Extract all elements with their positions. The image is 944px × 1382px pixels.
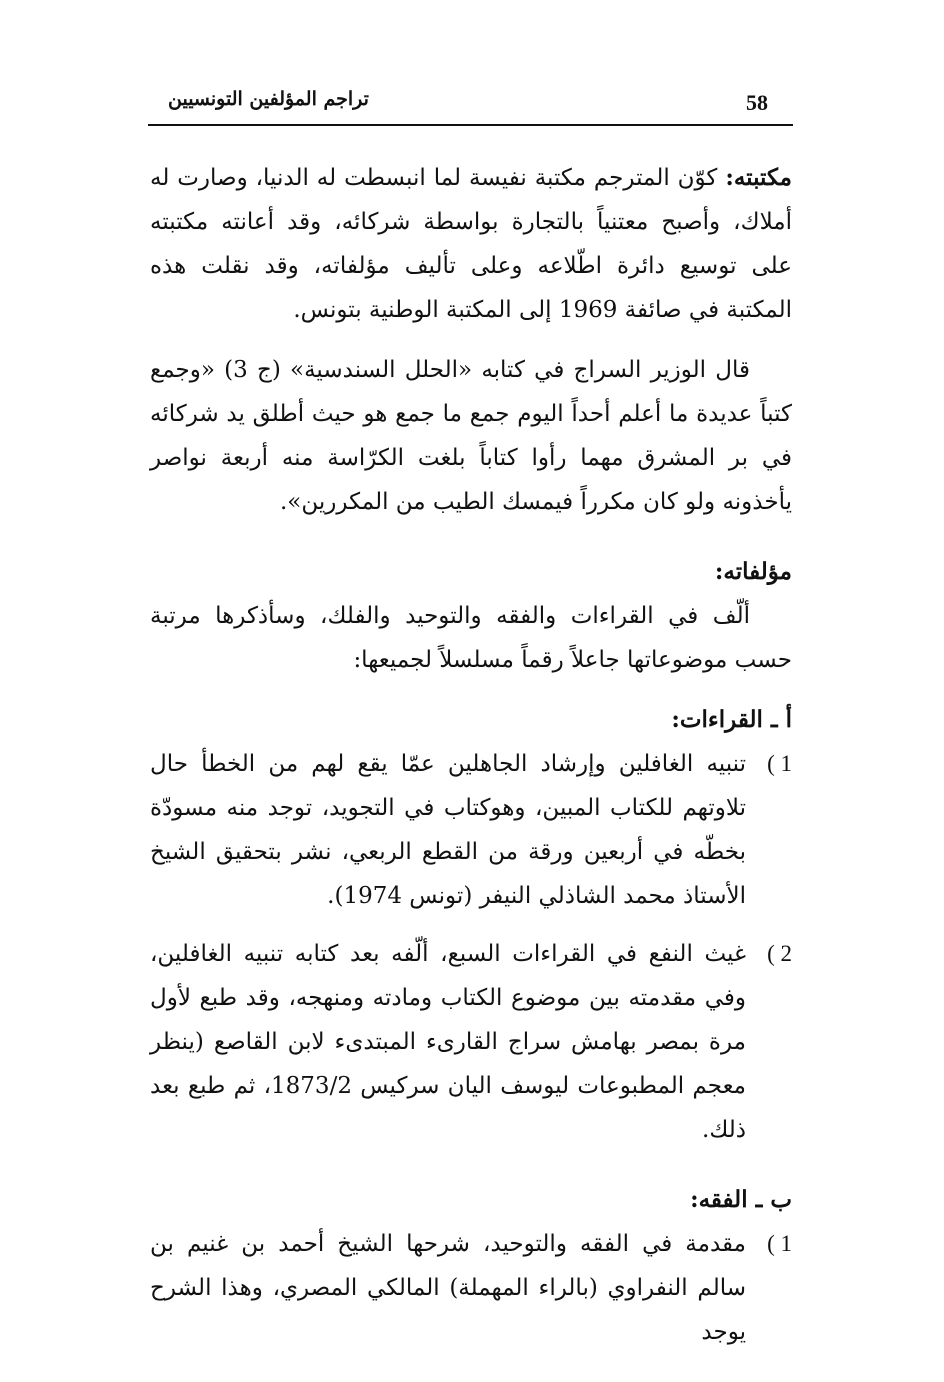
library-lead: مكتبته:	[725, 164, 792, 191]
list-item	[150, 932, 792, 1152]
quote-paragraph: قال الوزير السراج في كتابه «الحلل السندسية» (ج 3) «وجمع كتباً عديدة ما أعلم أحداً اليوم جمع ما جمع هو حيث أطلق يد شركائه في بر المشرق مهما رأوا كتاباً بلغت الكرّاسة منه أربعة نواصر يأخذونه ولو كان مكرراً فيمسك الطيب من المكررين».	[150, 357, 792, 515]
running-title: تراجم المؤلفين التونسيين	[168, 88, 369, 110]
body-text	[150, 156, 792, 1354]
list-item-number: 1 )	[767, 751, 792, 776]
library-text: كوّن المترجم مكتبة نفيسة لما انبسطت له الدنيا، وصارت له أملاك، وأصبح معتنياً بالتجارة بواسطة شركائه، وقد أعانته مكتبته على توسيع دائرة اطّلاعه وعلى تأليف مؤلفاته، وقد نقلت هذه المكتبة في صائفة 1969 إلى المكتبة الوطنية بتونس.	[150, 165, 792, 323]
works-heading: مؤلفاته:	[714, 558, 792, 585]
library-paragraph	[150, 156, 792, 332]
page-number: 58	[746, 90, 768, 115]
list-item-text: غيث النفع في القراءات السبع، ألّفه بعد كتابه تنبيه الغافلين، وفي مقدمته بين موضوع الكتاب ومادته ومنهجه، وقد طبع لأول مرة بمصر بهامش سراج القارىء المبتدىء لابن القاصع (ينظر معجم المطبوعات ليوسف اليان سركيس 1873/2، ثم طبع بعد ذلك.	[150, 941, 747, 1143]
works-intro: ألّف في القراءات والفقه والتوحيد والفلك، وسأذكرها مرتبة حسب موضوعاتها جاعلاً رقماً مسلسلاً لجميعها:	[150, 603, 792, 673]
jurisprudence-heading: ب ـ الفقه:	[690, 1186, 792, 1213]
list-item	[150, 742, 792, 918]
list-item-text: مقدمة في الفقه والتوحيد، شرحها الشيخ أحمد بن غنيم بن سالم النفراوي (بالراء المهملة) المالكي المصري، وهذا الشرح يوجد	[150, 1231, 746, 1345]
page-header	[148, 88, 793, 126]
list-item-text: تنبيه الغافلين وإرشاد الجاهلين عمّا يقع لهم من الخطأ حال تلاوتهم للكتاب المبين، وهوكتاب في التجويد، توجد منه مسودّة بخطّه في أربعين ورقة من القطع الربعي، نشر بتحقيق الشيخ الأستاذ محمد الشاذلي النيفر (تونس 1974).	[150, 751, 746, 909]
list-item-number: 2 )	[767, 941, 792, 966]
readings-heading: أ ـ القراءات:	[671, 706, 792, 733]
list-item-number: 1 )	[767, 1231, 792, 1256]
list-item	[150, 1222, 792, 1354]
